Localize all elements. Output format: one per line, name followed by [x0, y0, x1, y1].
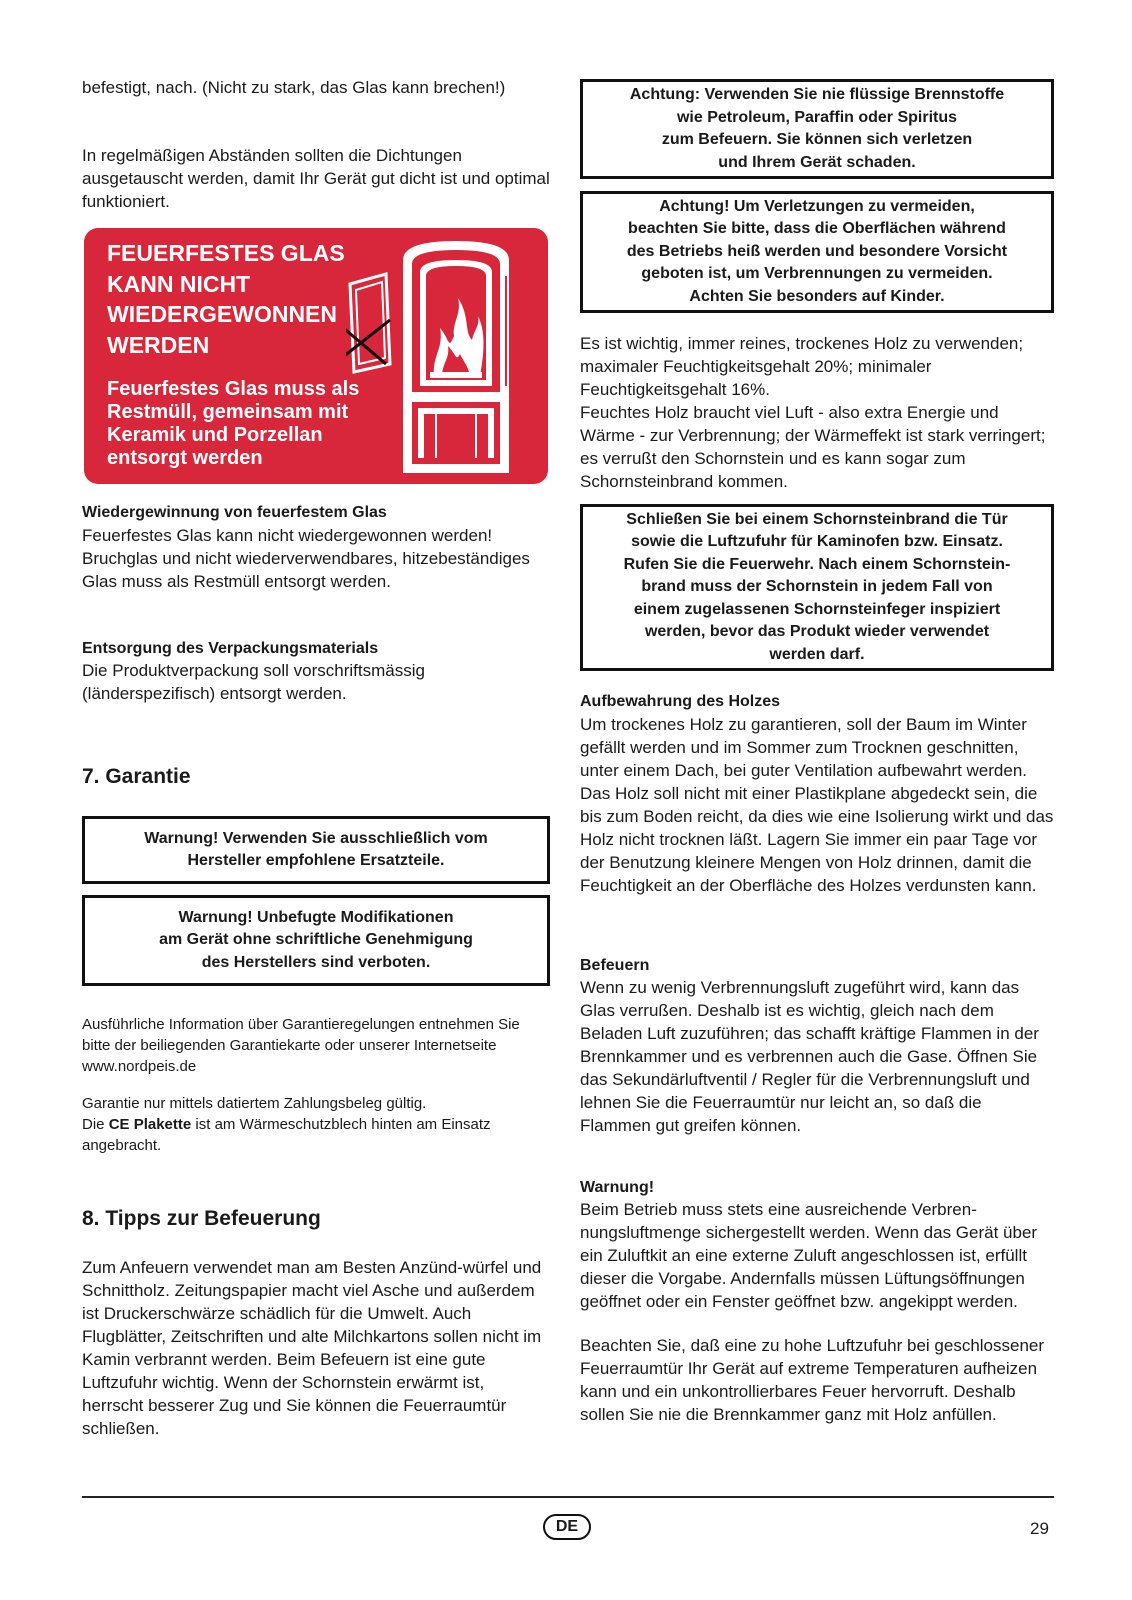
notice-subtext: Feuerfestes Glas muss als Restmüll, gemeinsam mit Keramik und Porzellan entsorgt werden — [107, 378, 360, 469]
headline-line: FEUERFESTES GLAS — [107, 240, 345, 266]
gasket-paragraph: In regelmäßigen Abständen sollten die Dichtungen ausgetauscht werden, damit Ihr Gerät gut dicht ist und optimal funktioniert. — [82, 146, 550, 211]
glass-disposal-notice — [84, 228, 548, 484]
liquid-fuel-caution-box — [580, 79, 1054, 179]
chimney-line: werden, bevor das Produkt wieder verwendet — [644, 623, 990, 641]
recovery-heading: Wiedergewinnung von feuerfestem Glas — [82, 504, 387, 521]
chimney-line: sowie die Luftzufuhr für Kaminofen bzw. Einsatz. — [631, 533, 1003, 551]
firing-heading: Befeuern — [580, 957, 650, 974]
warning-line: Warnung! Verwenden Sie ausschließlich vom — [144, 829, 488, 847]
warning-line: Warnung! Unbefugte Modifikationen — [178, 908, 454, 926]
caution-line: und Ihrem Gerät schaden. — [718, 153, 916, 171]
warning-line: Hersteller empfohlene Ersatzteile. — [187, 852, 445, 869]
wood-storage-text: Um trockenes Holz zu garantieren, soll der Baum im Winter gefällt werden und im Sommer zum Trocknen geschnitten, unter einem Dach, bei guter Ventilation aufbewahrt werden. Das Holz soll nicht mit einer Plastikplane abgedeckt sein, die bis zum Boden reicht, da dies wie eine Isolierung wirkt und das Holz nicht trocknen läßt. Lagern Sie immer ein paar Tage vor der Benutzung kleinere Mengen von Holz drinnen, damit die Feuchtigkeit an der Oberfläche des Holzes verdunsten kann. — [580, 715, 1054, 895]
ce-plate-note — [82, 1114, 550, 1156]
spare-parts-warning-box — [82, 816, 550, 884]
chimney-line: Schließen Sie bei einem Schornsteinbrand die Tür — [626, 510, 1008, 528]
page-number: 29 — [1030, 1519, 1049, 1538]
tips-text: Zum Anfeuern verwendet man am Besten Anzünd-würfel und Schnittholz. Zeitungspapier macht viel Asche und außerdem ist Druckerschwärze schädlich für die Umwelt. Auch Flugblätter, Zeitschriften und alte Milchkartons sollen nicht im Kamin verbrannt werden. Beim Befeuern ist eine gute Luftzufuhr wichtig. Wenn der Schornstein erwärmt ist, herrscht besserer Zug und Sie können die Feuerraumtür schließen. — [82, 1258, 542, 1438]
caution-line: geboten ist, um Verbrennungen zu vermeiden. — [641, 265, 993, 283]
wet-wood-paragraph: Feuchtes Holz braucht viel Luft - also extra Energie und Wärme - zur Verbrennung; der Wärmeffekt ist stark verringert; es verrußt den Schornstein und es kann sogar zum Schornsteinbrand kommen. — [580, 403, 1046, 491]
ce-suffix: ist am Wärmeschutzblech hinten am Einsatz angebracht. — [82, 1116, 491, 1154]
intro-paragraph: befestigt, nach. (Nicht zu stark, das Glas kann brechen!) — [82, 78, 506, 97]
recovery-text: Feuerfestes Glas kann nicht wiedergewonnen werden! Bruchglas und nicht wiederverwendbares, hitzebeständiges Glas muss als Restmüll entsorgt werden. — [82, 526, 530, 591]
packaging-text: Die Produktverpackung soll vorschriftsmässig (länderspezifisch) entsorgt werden. — [82, 661, 425, 703]
wood-storage-heading: Aufbewahrung des Holzes — [580, 693, 781, 710]
guarantee-info: Ausführliche Information über Garantieregelungen entnehmen Sie bitte der beiliegenden Garantiekarte oder unserer Internetseite www.nordpeis.de — [82, 1016, 520, 1075]
stove-with-crossed-glass-door-icon — [346, 236, 544, 480]
ce-plate-label: CE Plakette — [108, 1116, 192, 1133]
warning-line: des Herstellers sind verboten. — [201, 953, 431, 971]
caution-line: Achten Sie besonders auf Kinder. — [689, 287, 945, 305]
chimney-line: werden darf. — [769, 645, 865, 663]
section-8-title: 8. Tipps zur Befeuerung — [82, 1207, 321, 1230]
notice-headline — [107, 238, 345, 360]
headline-line: KANN NICHT — [107, 270, 251, 297]
chimney-line: brand muss der Schornstein in jedem Fall von — [641, 578, 993, 596]
firing-text: Wenn zu wenig Verbrennungsluft zugeführt wird, kann das Glas verrußen. Deshalb ist es wichtig, gleich nach dem Beladen Luft zuzuführen; das schafft kräftige Flammen in der Brennkammer und es verbrennen auch die Gase. Öffnen Sie das Sekundärluftventil / Regler für die Verbrennungsluft und lehnen Sie die Feuerraumtür nur leicht an, so daß die Flammen gut greifen können. — [580, 978, 1039, 1135]
language-badge: DE — [543, 1514, 591, 1540]
packaging-heading: Entsorgung des Verpackungsmaterials — [82, 640, 379, 657]
caution-line: Achtung! Um Verletzungen zu vermeiden, — [659, 197, 975, 215]
caution-line: des Betriebs heiß werden und besondere Vorsicht — [626, 242, 1008, 260]
headline-line: WIEDERGEWONNEN — [107, 301, 337, 327]
airflow-text: Beachten Sie, daß eine zu hohe Luftzufuhr bei geschlossener Feuerraumtür Ihr Gerät auf extreme Temperaturen aufheizen kann und ein unkontrollierbares Feuer hervorruft. Deshalb sollen Sie nie die Brennkammer ganz mit Holz anfüllen. — [580, 1336, 1045, 1424]
headline-line: WERDEN — [107, 331, 210, 358]
ce-prefix: Die — [82, 1116, 109, 1133]
warning-line: am Gerät ohne schriftliche Genehmigung — [159, 931, 473, 949]
footer-divider — [82, 1496, 1054, 1498]
warning-text: Beim Betrieb muss stets eine ausreichende Verbren-nungsluftmenge sichergestellt werden. Wenn das Gerät über ein Zuluftkit an eine externe Zuluft angeschlossen ist, erfüllt dieser die Vorgabe. Andernfalls müssen Lüftungsöffnungen geöffnet oder ein Fenster geöffnet bzw. angekippt werden. — [580, 1200, 1038, 1311]
chimney-line: Rufen Sie die Feuerwehr. Nach einem Schornstein- — [623, 555, 1011, 573]
caution-line: wie Petroleum, Paraffin oder Spiritus — [676, 108, 958, 126]
modification-warning-box — [82, 895, 550, 986]
caution-line: Achtung: Verwenden Sie nie flüssige Brennstoffe — [629, 86, 1005, 103]
dry-wood-paragraph: Es ist wichtig, immer reines, trockenes Holz zu verwenden; maximaler Feuchtigkeitsgehalt 20%; minimaler Feuchtigkeitsgehalt 16%. — [580, 334, 1024, 399]
section-7-title: 7. Garantie — [82, 765, 191, 788]
caution-line: beachten Sie bitte, dass die Oberflächen während — [628, 220, 1006, 238]
warning-heading: Warnung! — [580, 1179, 655, 1196]
hot-surface-caution-box — [580, 191, 1054, 313]
guarantee-valid: Garantie nur mittels datiertem Zahlungsbeleg gültig. — [82, 1095, 427, 1112]
chimney-line: einem zugelassenen Schornsteinfeger inspiziert — [633, 600, 1001, 618]
chimney-fire-warning-box — [580, 504, 1054, 671]
caution-line: zum Befeuern. Sie können sich verletzen — [661, 131, 973, 148]
